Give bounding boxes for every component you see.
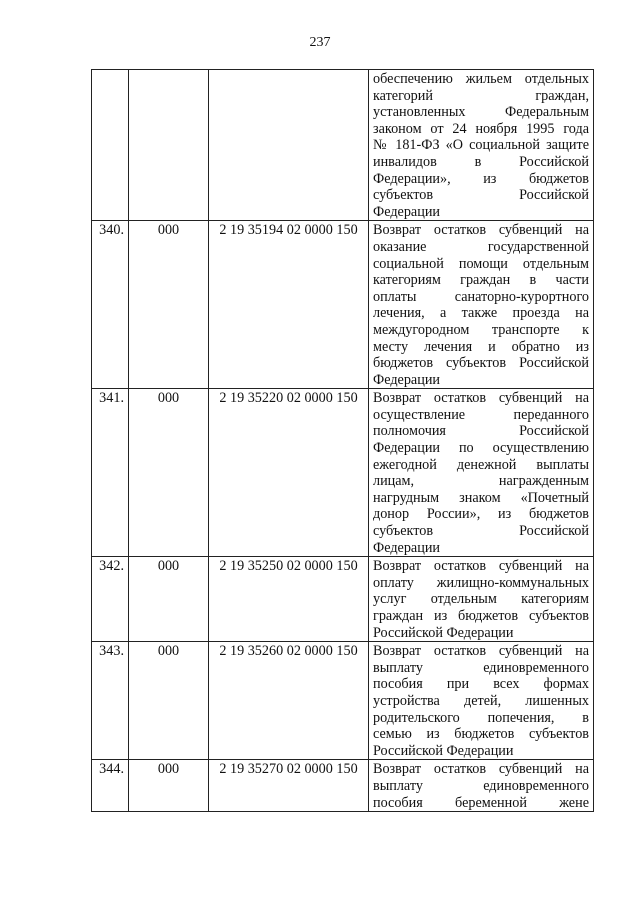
description-line: ежегодной денежной выплаты — [373, 456, 589, 473]
description-line: донор России», из бюджетов — [373, 506, 589, 523]
description-line: Возврат остатков субвенций на — [373, 390, 589, 407]
table-row — [92, 221, 594, 389]
description-line: Федерации — [373, 203, 441, 220]
admin-code: 000 — [129, 557, 209, 642]
description-line: Российской Федерации — [373, 742, 514, 759]
row-number — [92, 70, 129, 221]
description-line: пособия беременной жене — [373, 794, 589, 811]
row-number: 344. — [92, 760, 129, 812]
row-description — [369, 221, 594, 389]
description-line: № 181-ФЗ «О социальной защите — [373, 137, 589, 154]
admin-code: 000 — [129, 389, 209, 557]
description-line: семью из бюджетов субъектов — [373, 726, 589, 743]
description-line: оплаты санаторно-курортного — [373, 288, 589, 305]
description-line: Возврат остатков субвенций на — [373, 558, 589, 575]
row-description — [369, 642, 594, 760]
page-number: 237 — [309, 35, 331, 50]
table-row — [92, 760, 594, 812]
description-line: категорий граждан, — [373, 87, 589, 104]
description-line: Возврат остатков субвенций на — [373, 222, 589, 239]
description-line: обеспечению жильем отдельных — [373, 71, 589, 87]
description-line: пособия при всех формах — [373, 676, 589, 693]
description-line: законом от 24 ноября 1995 года — [373, 120, 589, 137]
description-line: Возврат остатков субвенций на — [373, 643, 589, 660]
description-line: бюджетов субъектов Российской — [373, 355, 589, 372]
description-line: выплату единовременного — [373, 659, 589, 676]
description-line: нагрудным знаком «Почетный — [373, 489, 589, 506]
description-line: полномочия Российской — [373, 423, 589, 440]
row-number: 342. — [92, 557, 129, 642]
row-number: 341. — [92, 389, 129, 557]
table-row — [92, 389, 594, 557]
income-code — [209, 70, 369, 221]
description-line: субъектов Российской — [373, 523, 589, 540]
table-row — [92, 70, 594, 221]
description-line: Российской Федерации — [373, 624, 514, 641]
table-row — [92, 557, 594, 642]
description-line: Федерации по осуществлению — [373, 440, 589, 457]
row-number: 340. — [92, 221, 129, 389]
income-code: 2 19 35270 02 0000 150 — [209, 760, 369, 812]
description-line: лицам, награжденным — [373, 473, 589, 490]
description-line: родительского попечения, в — [373, 709, 589, 726]
description-line: Федерации», из бюджетов — [373, 170, 589, 187]
description-line: категориям граждан в части — [373, 272, 589, 289]
description-line: оказание государственной — [373, 238, 589, 255]
admin-code: 000 — [129, 221, 209, 389]
row-description — [369, 760, 594, 812]
description-line: граждан из бюджетов субъектов — [373, 608, 589, 624]
description-line: Федерации — [373, 539, 441, 556]
description-line: оплату жилищно-коммунальных — [373, 574, 589, 591]
table-row — [92, 642, 594, 760]
description-line: инвалидов в Российской — [373, 153, 589, 170]
description-line: установленных Федеральным — [373, 104, 589, 121]
description-line: выплату единовременного — [373, 777, 589, 794]
income-code: 2 19 35220 02 0000 150 — [209, 389, 369, 557]
description-line: Возврат остатков субвенций на — [373, 761, 589, 778]
budget-codes-table — [91, 69, 594, 812]
description-line: месту лечения и обратно из — [373, 338, 589, 355]
description-line: междугородном транспорте к — [373, 321, 589, 338]
description-line: осуществление переданного — [373, 406, 589, 423]
admin-code: 000 — [129, 760, 209, 812]
admin-code: 000 — [129, 642, 209, 760]
description-line: услуг отдельным категориям — [373, 591, 589, 608]
income-code: 2 19 35194 02 0000 150 — [209, 221, 369, 389]
description-line: социальной помощи отдельным — [373, 255, 589, 272]
description-line: лечения, а также проезда на — [373, 305, 589, 322]
row-description — [369, 557, 594, 642]
income-code: 2 19 35260 02 0000 150 — [209, 642, 369, 760]
row-description — [369, 70, 594, 221]
description-line: субъектов Российской — [373, 187, 589, 204]
admin-code — [129, 70, 209, 221]
description-line: Федерации — [373, 371, 441, 388]
description-line: устройства детей, лишенных — [373, 692, 589, 709]
row-description — [369, 389, 594, 557]
income-code: 2 19 35250 02 0000 150 — [209, 557, 369, 642]
row-number: 343. — [92, 642, 129, 760]
